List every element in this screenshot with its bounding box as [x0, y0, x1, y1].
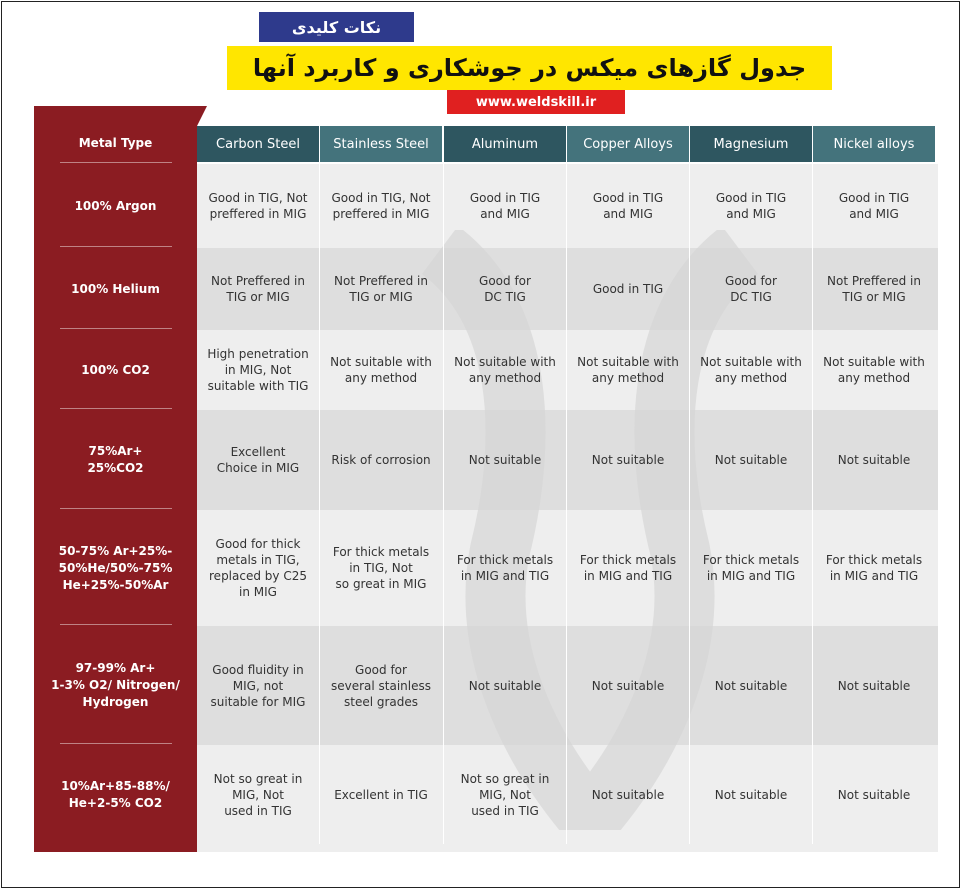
table-cell: Good in TIG and MIG	[592, 191, 664, 221]
table-cell: Not suitable	[714, 453, 788, 467]
row-separator	[60, 408, 172, 409]
column-header: Aluminum	[444, 126, 566, 162]
row-separator	[60, 246, 172, 247]
row-separator	[60, 328, 172, 329]
gas-sidebar	[34, 106, 197, 852]
table-cell: Good in TIG and MIG	[715, 191, 787, 221]
table-cell: For thick metals in MIG and TIG	[456, 553, 554, 583]
table-cell: High penetration in MIG, Not suitable with TIG	[207, 347, 309, 393]
table-cell: Not suitable	[591, 678, 665, 693]
table-cell: Risk of corrosion	[331, 453, 431, 467]
table-cell: For thick metals in MIG and TIG	[825, 553, 923, 583]
table-cell: Good for several stainless steel grades	[330, 662, 432, 709]
table-cell: Excellent Choice in MIG	[216, 445, 300, 475]
key-points-badge: نکات کلیدی	[259, 12, 414, 42]
table-cell: For thick metals in TIG, Not so great in MIG	[332, 545, 430, 591]
table-cell: Not suitable	[837, 453, 911, 467]
table-cell: Not suitable with any method	[577, 355, 679, 385]
page-title: جدول گازهای میکس در جوشکاری و کاربرد آنها	[227, 46, 832, 90]
gas-type-label: 10%Ar+85-88%/ He+2-5% CO2	[61, 778, 170, 810]
column-header: Copper Alloys	[567, 126, 689, 162]
table-cell: Not Preffered in TIG or MIG	[211, 274, 305, 304]
table-cell: Not suitable	[714, 787, 788, 802]
gas-type-label: 100% Helium	[71, 281, 160, 296]
column-header: Stainless Steel	[320, 126, 442, 162]
corner-label: Metal Type	[78, 135, 153, 150]
table-cell: For thick metals in MIG and TIG	[702, 553, 800, 583]
table-cell: Not suitable with any method	[823, 355, 925, 385]
table-cell: Good in TIG, Not preffered in MIG	[208, 191, 308, 221]
table-cell: Not suitable	[714, 678, 788, 693]
table-cell: Not so great in MIG, Not used in TIG	[460, 771, 550, 818]
table-cell: Good in TIG	[592, 282, 664, 296]
gas-type-label: 100% Argon	[74, 198, 157, 213]
table-cell: Not Preffered in TIG or MIG	[334, 274, 428, 304]
table-cell: Good in TIG and MIG	[469, 191, 541, 221]
column-header: Magnesium	[690, 126, 812, 162]
column-header: Carbon Steel	[197, 126, 319, 162]
website-badge: www.weldskill.ir	[447, 90, 625, 114]
gas-type-label: 50-75% Ar+25%- 50%He/50%-75% He+25%-50%Ar	[58, 543, 173, 592]
table-cell: Good for thick metals in TIG, replaced by C25 in MIG	[209, 537, 307, 599]
row-separator	[60, 743, 172, 744]
row-separator	[60, 624, 172, 625]
row-separator	[60, 508, 172, 509]
table-cell: Not Preffered in TIG or MIG	[827, 274, 921, 304]
gas-type-label: 100% CO2	[81, 362, 150, 377]
table-cell: Not suitable	[837, 787, 911, 802]
column-header: Nickel alloys	[813, 126, 935, 162]
gas-type-label: 97-99% Ar+ 1-3% O2/ Nitrogen/ Hydrogen	[51, 661, 180, 709]
table-cell: Not suitable with any method	[330, 355, 432, 385]
gas-type-label: 75%Ar+ 25%CO2	[87, 444, 144, 475]
table-cell: Not suitable	[468, 678, 542, 693]
table-cell: Good fluidity in MIG, not suitable for MIG	[210, 662, 306, 709]
table-cell: Not suitable with any method	[700, 355, 802, 385]
table-cell: Good in TIG and MIG	[838, 191, 910, 221]
table-cell: Not suitable	[468, 453, 542, 467]
table-cell: Good for DC TIG	[479, 274, 531, 304]
row-separator	[60, 162, 172, 163]
table-cell: Excellent in TIG	[334, 787, 428, 802]
table-cell: Not suitable	[591, 453, 665, 467]
table-cell: Good in TIG, Not preffered in MIG	[331, 191, 431, 221]
table-cell: Not suitable	[591, 787, 665, 802]
table-cell: For thick metals in MIG and TIG	[579, 553, 677, 583]
table-cell: Not so great in MIG, Not used in TIG	[213, 771, 303, 818]
table-cell: Not suitable	[837, 678, 911, 693]
table-cell: Good for DC TIG	[725, 274, 777, 304]
table-cell: Not suitable with any method	[454, 355, 556, 385]
